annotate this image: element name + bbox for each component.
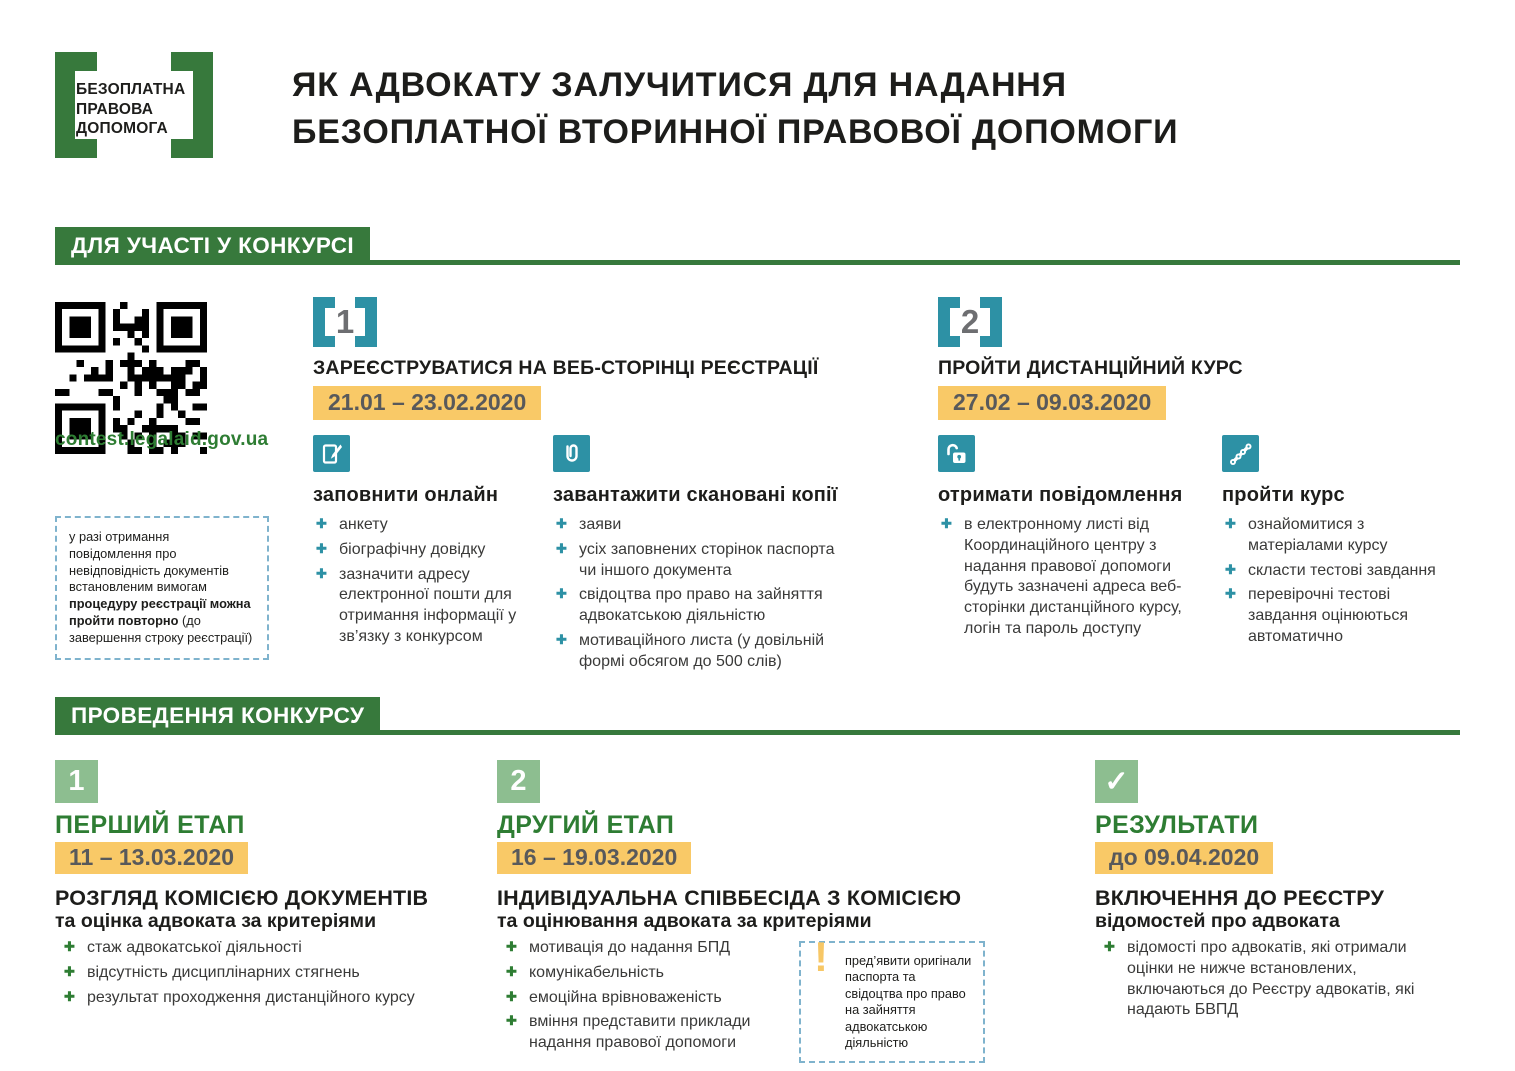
logo-text bbox=[76, 80, 185, 139]
logo-line: ПРАВОВА bbox=[76, 100, 154, 118]
check-icon: ✓ bbox=[1095, 760, 1138, 803]
section-banner-competition bbox=[55, 697, 1460, 735]
page-title bbox=[292, 62, 1178, 156]
date-badge: 16 – 19.03.2020 bbox=[497, 842, 691, 874]
plus-bullet-icon: ✚ bbox=[506, 963, 517, 979]
plus-bullet-icon: ✚ bbox=[64, 939, 75, 954]
step-2-course bbox=[938, 297, 1483, 420]
list-item bbox=[556, 515, 853, 536]
plus-bullet-icon: ✚ bbox=[556, 540, 567, 556]
plus-bullet-icon: ✚ bbox=[1225, 561, 1236, 577]
stage-heading: ІНДИВІДУАЛЬНА СПІВБЕСІДА З КОМІСІЄЮ bbox=[497, 886, 962, 910]
list-item bbox=[64, 963, 463, 984]
list-item-text: відсутність дисциплінарних стягнень bbox=[87, 963, 360, 981]
list-item-text: свідоцтва про право на зайняття адвокатською діяльністю bbox=[579, 586, 823, 625]
originals-warning-note bbox=[799, 933, 985, 1063]
stage-first bbox=[55, 760, 463, 1012]
group-heading: отримати повідомлення bbox=[938, 484, 1183, 506]
stage-title: ПЕРШИЙ ЕТАП bbox=[55, 811, 245, 839]
open-padlock-icon bbox=[938, 435, 975, 472]
date-badge: 11 – 13.03.2020 bbox=[55, 842, 248, 874]
plus-bullet-icon: ✚ bbox=[506, 988, 517, 1004]
paperclip-icon bbox=[553, 435, 590, 472]
plus-bullet-icon: ✚ bbox=[316, 516, 327, 531]
step-number: 1 bbox=[335, 303, 355, 340]
stage-results bbox=[1095, 760, 1435, 1025]
step-number: 2 bbox=[960, 303, 980, 340]
list-item bbox=[506, 988, 777, 1009]
group-pass-course bbox=[1222, 435, 1437, 652]
plus-bullet-icon: ✚ bbox=[506, 939, 517, 954]
list-item bbox=[64, 988, 463, 1009]
title-line-1: ЯК АДВОКАТУ ЗАЛУЧИТИСЯ ДЛЯ НАДАННЯ bbox=[292, 66, 1067, 104]
form-pencil-icon bbox=[313, 435, 350, 472]
stage-title: ДРУГИЙ ЕТАП bbox=[497, 811, 675, 839]
list-item bbox=[316, 515, 545, 536]
plus-bullet-icon: ✚ bbox=[941, 516, 952, 531]
banner-label: ПРОВЕДЕННЯ КОНКУРСУ bbox=[55, 697, 380, 735]
stage-number-badge: 2 bbox=[497, 760, 540, 803]
repeat-registration-note bbox=[55, 516, 269, 660]
list-item-text: відомості про адвокатів, які отримали оцінки не нижче встановлених, включаються до Реєстру адвокатів, які надають БВПД bbox=[1127, 939, 1415, 1019]
list-item-text: мотиваційного листа (у довільній формі обсягом до 500 слів) bbox=[579, 631, 825, 670]
list-item-text: ознайомитися з матеріалами курсу bbox=[1248, 516, 1388, 554]
plus-bullet-icon: ✚ bbox=[1225, 586, 1236, 602]
bullet-list bbox=[313, 515, 545, 648]
date-badge: 21.01 – 23.02.2020 bbox=[313, 386, 541, 420]
bullet-list bbox=[553, 515, 853, 673]
list-item-text: усіх заповнених сторінок паспорта чи іншого документа bbox=[579, 540, 835, 579]
list-item-text: мотивація до надання БПД bbox=[529, 939, 731, 956]
step-number-brackets-icon bbox=[313, 297, 377, 347]
group-fill-online bbox=[313, 435, 545, 652]
plus-bullet-icon: ✚ bbox=[556, 631, 567, 647]
warning-exclamation-icon: ! bbox=[814, 933, 828, 980]
list-item bbox=[316, 540, 545, 561]
list-item bbox=[506, 1012, 777, 1054]
step-title: ЗАРЕЄСТРУВАТИСЯ НА ВЕБ-СТОРІНЦІ РЕЄСТРАЦІЇ bbox=[313, 357, 819, 379]
bullet-list bbox=[1222, 515, 1437, 648]
list-item-text: результат проходження дистанційного курсу bbox=[87, 988, 415, 1006]
banner-rule bbox=[370, 260, 1460, 265]
list-item-text: біографічну довідку bbox=[339, 540, 486, 558]
step-1-register bbox=[313, 297, 913, 420]
list-item bbox=[64, 938, 463, 959]
list-item-text: емоційна врівноваженість bbox=[529, 988, 722, 1006]
list-item-text: заяви bbox=[579, 516, 622, 533]
group-heading: заповнити онлайн bbox=[313, 484, 499, 506]
list-item-text: анкету bbox=[339, 516, 388, 533]
list-item bbox=[1225, 561, 1437, 582]
plus-bullet-icon: ✚ bbox=[556, 516, 567, 531]
list-item-text: зазначити адресу електронної пошти для отримання інформації у зв’язку з конкурсом bbox=[339, 565, 517, 645]
list-item bbox=[506, 938, 777, 959]
list-item-text: комунікабельність bbox=[529, 963, 664, 981]
group-heading: пройти курс bbox=[1222, 484, 1345, 506]
stage-subheading: та оцінювання адвоката за критеріями bbox=[497, 910, 872, 932]
note-text: (до завершення строку реєстрації) bbox=[69, 612, 253, 645]
list-item bbox=[556, 585, 853, 627]
group-receive-notification bbox=[938, 435, 1216, 644]
plus-bullet-icon: ✚ bbox=[316, 565, 327, 581]
list-item bbox=[1225, 585, 1437, 647]
list-item bbox=[506, 963, 777, 984]
group-heading: завантажити скановані копії bbox=[553, 484, 838, 506]
list-item-text: перевірочні тестові завдання оцінюються автоматично bbox=[1248, 586, 1408, 645]
section-banner-participation bbox=[55, 227, 1460, 265]
group-upload-scans bbox=[553, 435, 853, 677]
registration-link[interactable]: contest.legalaid.gov.ua bbox=[55, 429, 269, 450]
list-item bbox=[556, 540, 853, 582]
list-item bbox=[941, 515, 1216, 640]
list-item-text: вміння представити приклади надання правової допомоги bbox=[529, 1013, 751, 1052]
list-item-text: стаж адвокатської діяльності bbox=[87, 939, 302, 956]
title-line-2: БЕЗОПЛАТНОЇ ВТОРИННОЇ ПРАВОВОЇ ДОПОМОГИ bbox=[292, 113, 1179, 151]
date-badge: 27.02 – 09.03.2020 bbox=[938, 386, 1166, 420]
stage-heading: РОЗГЛЯД КОМІСІЄЮ ДОКУМЕНТІВ bbox=[55, 886, 429, 910]
date-badge: до 09.04.2020 bbox=[1095, 842, 1273, 874]
note-text: у разі отримання повідомлення про невідповідність документів встановленим вимогам bbox=[69, 529, 229, 595]
stage-title: РЕЗУЛЬТАТИ bbox=[1095, 811, 1259, 839]
stage-heading: ВКЛЮЧЕННЯ ДО РЕЄСТРУ bbox=[1095, 886, 1385, 910]
list-item bbox=[1225, 515, 1437, 557]
plus-bullet-icon: ✚ bbox=[1104, 939, 1115, 954]
list-item bbox=[556, 631, 853, 673]
legal-aid-logo bbox=[55, 52, 213, 158]
plus-bullet-icon: ✚ bbox=[64, 963, 75, 979]
banner-rule bbox=[380, 730, 1460, 735]
plus-bullet-icon: ✚ bbox=[1225, 516, 1236, 531]
list-item bbox=[316, 565, 545, 648]
plus-bullet-icon: ✚ bbox=[506, 1013, 517, 1029]
list-item bbox=[1104, 938, 1435, 1021]
plus-bullet-icon: ✚ bbox=[316, 540, 327, 556]
step-title: ПРОЙТИ ДИСТАНЦІЙНИЙ КУРС bbox=[938, 357, 1243, 379]
list-item-text: в електронному листі від Координаційного центру з надання правової допомоги будуть зазначені адреса веб-сторінки дистанційного курсу, логін та пароль доступу bbox=[964, 516, 1182, 637]
bullet-list bbox=[55, 938, 463, 1008]
stage-subheading: відомостей про адвоката bbox=[1095, 910, 1340, 932]
warning-text: пред’явити оригінали паспорта та свідоцтва про право на зайняття адвокатською діяльністю bbox=[845, 953, 972, 1051]
note-bold-text: процедуру реєстрації можна пройти повторно bbox=[69, 596, 251, 628]
plus-bullet-icon: ✚ bbox=[64, 988, 75, 1004]
list-item-text: скласти тестові завдання bbox=[1248, 561, 1436, 579]
bullet-list bbox=[497, 938, 777, 1054]
bullet-list bbox=[1095, 938, 1435, 1021]
stage-subheading: та оцінка адвоката за критеріями bbox=[55, 910, 377, 932]
bullet-list bbox=[938, 515, 1216, 640]
logo-line: ДОПОМОГА bbox=[76, 120, 168, 137]
logo-line: БЕЗОПЛАТНА bbox=[76, 81, 186, 98]
course-path-icon bbox=[1222, 435, 1259, 472]
step-number-brackets-icon bbox=[938, 297, 1002, 347]
plus-bullet-icon: ✚ bbox=[556, 586, 567, 602]
banner-label: ДЛЯ УЧАСТІ У КОНКУРСІ bbox=[55, 227, 370, 265]
stage-number-badge: 1 bbox=[55, 760, 98, 803]
